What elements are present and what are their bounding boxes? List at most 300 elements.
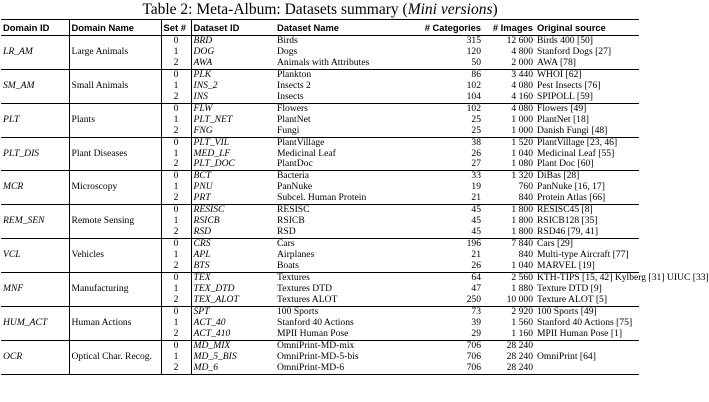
- dataset-id-cell: BRD: [191, 36, 275, 47]
- citation-ref: 78: [563, 56, 573, 68]
- citation-ref: 18: [576, 113, 586, 125]
- original-source-name: Stanford Dogs: [537, 45, 593, 57]
- table-row: [1, 126, 639, 137]
- domain-id-cell: PLT_DIS: [1, 149, 69, 160]
- dataset-id-cell: RSD: [193, 226, 212, 238]
- categories-cell: 73: [403, 306, 483, 317]
- citation-ref: 35: [584, 215, 595, 227]
- domain-id-cell: [1, 159, 69, 170]
- categories-cell: 33: [403, 171, 483, 182]
- dataset-id-cell: ACT_410: [193, 327, 231, 339]
- citation-ref: 1: [614, 327, 619, 339]
- set-number-cell: 1: [161, 318, 191, 329]
- dataset-name-cell: Textures: [275, 273, 403, 284]
- dataset-id-cell: BTS: [193, 260, 210, 272]
- domain-name-cell: [69, 58, 161, 69]
- original-source-cell: MPII Human Pose [1]: [537, 327, 623, 339]
- categories-cell: 25: [471, 113, 481, 125]
- citation-ref: 19: [581, 260, 592, 272]
- categories-cell: 21: [471, 192, 481, 204]
- categories-cell: 706: [403, 340, 483, 351]
- table-row: [1, 352, 639, 363]
- dataset-name-cell: Cars: [275, 239, 403, 250]
- images-cell: 1 320: [483, 171, 535, 182]
- original-source-cell: RSICB128 [35]: [537, 215, 598, 227]
- header-row: [1, 20, 639, 36]
- domain-id-cell: MNF: [1, 284, 69, 295]
- dataset-name-cell: OmniPrint-MD-5-bis: [277, 350, 359, 362]
- header-set-number: Set #: [161, 20, 191, 36]
- original-source-cell: Plant Doc [60]: [537, 158, 594, 170]
- domain-id-cell: LR_AM: [1, 47, 69, 58]
- original-source-name: MPII Human Pose: [537, 327, 609, 339]
- dataset-id-cell: MD_6: [191, 363, 275, 374]
- set-number-cell: 0: [161, 239, 191, 250]
- domain-name-cell: [69, 103, 161, 114]
- original-source-name: Plant Doc: [537, 158, 576, 170]
- categories-cell: 25: [471, 124, 481, 136]
- domain-id-cell: [1, 103, 69, 114]
- set-number-cell: 1: [161, 250, 191, 261]
- original-source-cell: PanNuke [16, 17]: [537, 181, 605, 193]
- citation-ref: 49: [583, 305, 594, 317]
- domain-name-cell: [69, 159, 161, 170]
- images-cell: 28 240: [483, 340, 535, 351]
- dataset-name-cell: RSD: [277, 226, 296, 238]
- set-number-cell: 1: [161, 115, 191, 126]
- images-cell: 1 800: [483, 205, 535, 216]
- dataset-id-cell: PLK: [191, 69, 275, 80]
- images-cell: 4 080: [511, 79, 533, 91]
- categories-cell: 196: [403, 239, 483, 250]
- dataset-name-cell: Fungi: [277, 124, 300, 136]
- citation-ref: 66: [592, 192, 603, 204]
- domain-name-cell: [69, 137, 161, 148]
- dataset-id-cell: RESISC: [191, 205, 275, 216]
- header-dataset-name: Dataset Name: [275, 20, 403, 36]
- original-source-name: PanNuke: [537, 181, 573, 193]
- domain-name-cell: [69, 329, 161, 340]
- original-source-cell: AWA [78]: [537, 56, 576, 68]
- original-source-name: MARVEL: [537, 260, 577, 272]
- images-cell: 1 000: [511, 113, 533, 125]
- original-source-name: Danish Fungi: [537, 124, 589, 136]
- dataset-name-cell: RESISC: [275, 205, 403, 216]
- dataset-name-cell: Textures DTD: [277, 282, 333, 294]
- citation-ref: 16, 17: [577, 181, 602, 193]
- original-source-name: 100 Sports: [537, 305, 579, 317]
- original-source-cell: Pest Insects [76]: [537, 79, 601, 91]
- domain-id-cell: MCR: [1, 182, 69, 193]
- original-source-name: Flowers: [537, 102, 568, 114]
- dataset-id-cell: TEX: [191, 273, 275, 284]
- domain-id-cell: [1, 92, 69, 103]
- images-cell: 1 000: [511, 124, 533, 136]
- set-number-cell: 0: [161, 36, 191, 47]
- table-row: [1, 58, 639, 69]
- set-number-cell: 0: [161, 171, 191, 182]
- original-source-cell: Cars [29]: [535, 239, 639, 250]
- original-source-name: Birds 400: [537, 35, 575, 46]
- citation-ref: 48: [594, 124, 605, 136]
- categories-cell: 19: [471, 181, 481, 193]
- domain-name-cell: [69, 363, 161, 374]
- domain-id-cell: [1, 193, 69, 204]
- original-source-cell: DiBas [28]: [535, 171, 639, 182]
- header-domain-id: Domain ID: [1, 20, 69, 36]
- header-original-source: Original source: [535, 20, 639, 36]
- citation-ref: 49: [573, 102, 584, 114]
- dataset-id-cell: BCT: [191, 171, 275, 182]
- dataset-name-cell: Birds: [275, 36, 403, 47]
- images-cell: 4 080: [483, 103, 535, 114]
- domain-id-cell: [1, 261, 69, 272]
- domain-name-cell: Plants: [69, 115, 161, 126]
- categories-cell: 26: [471, 260, 481, 272]
- dataset-id-cell: PLT_VIL: [191, 137, 275, 148]
- set-number-cell: 2: [161, 58, 191, 69]
- categories-cell: 102: [403, 103, 483, 114]
- set-number-cell: 0: [161, 273, 191, 284]
- original-source-name: Stanford 40 Actions: [537, 316, 614, 328]
- domain-id-cell: [1, 58, 69, 69]
- set-number-cell: 1: [161, 149, 191, 160]
- dataset-name-cell: Flowers: [275, 103, 403, 114]
- dataset-id-cell: DOG: [193, 45, 215, 57]
- categories-cell: 706: [403, 363, 483, 374]
- original-source-cell: Medicinal Leaf [55]: [537, 147, 615, 159]
- original-source-name: SPIPOLL: [537, 90, 575, 102]
- header-dataset-id: Dataset ID: [191, 20, 275, 36]
- images-cell: 1 520: [483, 137, 535, 148]
- set-number-cell: 0: [161, 103, 191, 114]
- original-source-cell: Stanford Dogs [27]: [537, 45, 612, 57]
- set-number-cell: 2: [161, 363, 191, 374]
- header-images: # Images: [483, 20, 535, 36]
- set-number-cell: 2: [161, 193, 191, 204]
- dataset-name-cell: 100 Sports: [275, 306, 403, 317]
- dataset-id-cell: ACT_40: [193, 316, 226, 328]
- images-cell: 1 080: [511, 158, 533, 170]
- table-caption: [0, 0, 640, 20]
- set-number-cell: 1: [161, 284, 191, 295]
- domain-name-cell: Vehicles: [69, 250, 161, 261]
- original-source-name: DiBas: [537, 170, 561, 182]
- categories-cell: 64: [403, 273, 483, 284]
- dataset-id-cell: TEX_ALOT: [193, 293, 239, 305]
- images-cell: 7 840: [483, 239, 535, 250]
- dataset-id-cell: RSICB: [193, 215, 220, 227]
- set-number-cell: 1: [161, 182, 191, 193]
- domain-name-cell: [69, 126, 161, 137]
- dataset-name-cell: Plankton: [275, 69, 403, 80]
- dataset-id-cell: MED_LF: [193, 147, 231, 159]
- citation-ref: 15, 42: [585, 272, 610, 284]
- set-number-cell: 1: [161, 47, 191, 58]
- domain-id-cell: VCL: [1, 250, 69, 261]
- original-source-cell: Texture DTD [9]: [537, 282, 602, 294]
- dataset-id-cell: INS: [193, 90, 208, 102]
- set-number-cell: 0: [161, 340, 191, 351]
- caption-suffix: ): [492, 1, 498, 18]
- original-source-name: Kylberg: [614, 272, 647, 284]
- images-cell: 1 560: [511, 316, 533, 328]
- domain-name-cell: Microscopy: [69, 182, 161, 193]
- categories-cell: 27: [471, 158, 481, 170]
- table-row: [1, 329, 639, 340]
- dataset-id-cell: INS_2: [193, 79, 218, 91]
- domain-name-cell: Optical Char. Recog.: [69, 352, 161, 363]
- original-source-cell: Multi-type Aircraft [77]: [537, 249, 629, 261]
- domain-id-cell: HUM_ACT: [1, 318, 69, 329]
- domain-name-cell: [69, 193, 161, 204]
- citation-ref: 27: [598, 45, 608, 57]
- table-row: [1, 193, 639, 204]
- citation-ref: 77: [615, 249, 626, 261]
- original-source-name: Medicinal Leaf: [537, 147, 596, 159]
- citation-ref: 33: [695, 272, 706, 284]
- images-cell: 28 240: [506, 350, 533, 362]
- original-source-name: AWA: [537, 56, 558, 68]
- dataset-id-cell: PRT: [193, 192, 211, 204]
- dataset-name-cell: Animals with Attributes: [277, 56, 370, 68]
- original-source-name: Cars: [537, 238, 555, 250]
- original-source-cell: OmniPrint [64]: [537, 350, 596, 362]
- table-row: [1, 295, 639, 306]
- dataset-name-cell: Textures ALOT: [277, 293, 338, 305]
- original-source-cell: PlantVillage [23, 46]: [535, 137, 639, 148]
- citation-ref: 59: [580, 90, 590, 102]
- categories-cell: 45: [403, 205, 483, 216]
- original-source-name: Protein Atlas: [537, 192, 587, 204]
- set-number-cell: 2: [161, 92, 191, 103]
- table-row: [1, 363, 639, 374]
- caption-italic: Mini versions: [407, 1, 493, 18]
- original-source-name: Texture ALOT: [537, 293, 594, 305]
- categories-cell: 86: [403, 69, 483, 80]
- original-source-cell: Flowers [49]: [535, 103, 639, 114]
- images-cell: 1 160: [511, 327, 533, 339]
- original-source-name: OmniPrint: [537, 350, 578, 362]
- original-source-cell: KTH-TIPS [15, 42] Kylberg [31] UIUC [33]: [537, 272, 709, 284]
- original-source-name: Texture DTD: [537, 282, 589, 294]
- citation-ref: 5: [599, 293, 604, 305]
- header-categories: # Categories: [403, 20, 483, 36]
- set-number-cell: 1: [161, 81, 191, 92]
- table-row: [1, 227, 639, 238]
- images-cell: 4 800: [511, 45, 533, 57]
- categories-cell: 47: [471, 282, 481, 294]
- dataset-name-cell: MPII Human Pose: [277, 327, 349, 339]
- set-number-cell: 2: [161, 329, 191, 340]
- images-cell: 2 920: [483, 306, 535, 317]
- images-cell: 840: [518, 192, 533, 204]
- table-row: [1, 261, 639, 272]
- table-body: [1, 35, 709, 375]
- dataset-id-cell: AWA: [193, 56, 213, 68]
- domain-name-cell: Remote Sensing: [69, 216, 161, 227]
- original-source-name: RSD46: [537, 226, 566, 238]
- original-source-cell: PlantNet [18]: [537, 113, 589, 125]
- dataset-name-cell: Medicinal Leaf: [277, 147, 336, 159]
- domain-id-cell: REM_SEN: [1, 216, 69, 227]
- domain-id-cell: [1, 227, 69, 238]
- categories-cell: 250: [466, 293, 481, 305]
- categories-cell: 315: [403, 36, 483, 47]
- original-source-name: WHOI: [537, 68, 564, 80]
- original-source-cell: WHOI [62]: [535, 69, 639, 80]
- domain-id-cell: PLT: [1, 115, 69, 126]
- citation-ref: 76: [587, 79, 598, 91]
- caption-prefix: Table 2: Meta-Album: Datasets summary (: [142, 1, 408, 18]
- images-cell: 840: [518, 249, 533, 261]
- dataset-name-cell: Insects 2: [277, 79, 311, 91]
- datasets-summary-table: [1, 19, 709, 375]
- citation-ref: 50: [580, 35, 590, 46]
- dataset-name-cell: Dogs: [277, 45, 298, 57]
- dataset-id-cell: MD_5_BIS: [193, 350, 237, 362]
- set-number-cell: 1: [161, 216, 191, 227]
- original-source-name: PlantVillage: [537, 136, 585, 148]
- original-source-name: RSICB128: [537, 215, 580, 227]
- domain-name-cell: [69, 227, 161, 238]
- original-source-name: PlantNet: [537, 113, 571, 125]
- original-source-cell: Birds 400 [50]: [535, 36, 639, 47]
- dataset-id-cell: MD_MIX: [191, 340, 275, 351]
- citation-ref: 55: [601, 147, 612, 159]
- domain-name-cell: [69, 92, 161, 103]
- images-cell: 3 440: [483, 69, 535, 80]
- citation-ref: 29: [560, 238, 570, 250]
- original-source-name: Multi-type Aircraft: [537, 249, 611, 261]
- categories-cell: 706: [466, 350, 481, 362]
- images-cell: 1 040: [511, 260, 533, 272]
- categories-cell: 29: [471, 327, 481, 339]
- dataset-id-cell: SPT: [191, 306, 275, 317]
- domain-name-cell: Large Animals: [69, 47, 161, 58]
- set-number-cell: 0: [161, 306, 191, 317]
- set-number-cell: 2: [161, 126, 191, 137]
- set-number-cell: 1: [161, 352, 191, 363]
- citation-ref: 60: [580, 158, 591, 170]
- citation-ref: 79, 41: [570, 226, 595, 238]
- citation-ref: 64: [583, 350, 593, 362]
- set-number-cell: 0: [161, 69, 191, 80]
- images-cell: 12 600: [483, 36, 535, 47]
- dataset-id-cell: PNU: [193, 181, 213, 193]
- original-source-cell: Danish Fungi [48]: [537, 124, 608, 136]
- domain-name-cell: Small Animals: [69, 81, 161, 92]
- set-number-cell: 2: [161, 159, 191, 170]
- domain-id-cell: OCR: [1, 352, 69, 363]
- images-cell: 760: [518, 181, 533, 193]
- domain-id-cell: SM_AM: [1, 81, 69, 92]
- dataset-name-cell: Bacteria: [275, 171, 403, 182]
- original-source-cell: 100 Sports [49]: [535, 306, 639, 317]
- dataset-name-cell: PanNuke: [277, 181, 313, 193]
- categories-cell: 120: [466, 45, 481, 57]
- original-source-cell: SPIPOLL [59]: [537, 90, 593, 102]
- images-cell: 1 040: [511, 147, 533, 159]
- dataset-name-cell: PlantNet: [277, 113, 311, 125]
- citation-ref: 75: [619, 316, 629, 328]
- domain-name-cell: [69, 340, 161, 351]
- categories-cell: 26: [471, 147, 481, 159]
- set-number-cell: 0: [161, 205, 191, 216]
- images-cell: 4 160: [511, 90, 533, 102]
- dataset-id-cell: TEX_DTD: [193, 282, 235, 294]
- dataset-name-cell: Stanford 40 Actions: [277, 316, 354, 328]
- citation-ref: 8: [584, 204, 590, 216]
- original-source-cell: RESISC45 [8]: [535, 205, 639, 216]
- domain-id-cell: [1, 126, 69, 137]
- images-cell: 10 000: [506, 293, 533, 305]
- dataset-id-cell: CRS: [191, 239, 275, 250]
- domain-id-cell: [1, 137, 69, 148]
- citation-ref: 62: [568, 68, 579, 80]
- table-row: [1, 159, 639, 170]
- original-source-name: UIUC: [666, 272, 691, 284]
- header-domain-name: Domain Name: [69, 20, 161, 36]
- domain-id-cell: [1, 329, 69, 340]
- original-source-name: Pest Insects: [537, 79, 583, 91]
- images-cell: 2 560: [483, 273, 535, 284]
- dataset-id-cell: PLT_NET: [193, 113, 233, 125]
- dataset-name-cell: Airplanes: [277, 249, 315, 261]
- original-source-cell: Texture ALOT [5]: [537, 293, 608, 305]
- images-cell: 1 800: [511, 226, 533, 238]
- images-cell: 1 800: [511, 215, 533, 227]
- categories-cell: 50: [471, 56, 481, 68]
- categories-cell: 45: [471, 215, 481, 227]
- dataset-name-cell: Subcel. Human Protein: [277, 192, 367, 204]
- dataset-id-cell: FLW: [191, 103, 275, 114]
- set-number-cell: 2: [161, 227, 191, 238]
- citation-ref: 9: [593, 282, 599, 294]
- dataset-name-cell: RSICB: [277, 215, 305, 227]
- domain-id-cell: [1, 363, 69, 374]
- dataset-id-cell: FNG: [193, 124, 213, 136]
- original-source-cell: RSD46 [79, 41]: [537, 226, 599, 238]
- dataset-id-cell: PLT_DOC: [193, 158, 235, 170]
- citation-ref: 28: [566, 170, 577, 182]
- domain-id-cell: [1, 340, 69, 351]
- citation-ref: 23, 46: [589, 136, 614, 148]
- categories-cell: 21: [471, 249, 481, 261]
- original-source-cell: Stanford 40 Actions [75]: [537, 316, 633, 328]
- dataset-name-cell: OmniPrint-MD-mix: [275, 340, 403, 351]
- dataset-name-cell: PlantDoc: [277, 158, 313, 170]
- images-cell: 28 240: [483, 363, 535, 374]
- dataset-name-cell: Insects: [277, 90, 304, 102]
- categories-cell: 45: [471, 226, 481, 238]
- images-cell: 1 880: [511, 282, 533, 294]
- original-source-name: KTH-TIPS: [537, 272, 580, 284]
- original-source-name: RESISC45: [537, 204, 580, 216]
- dataset-name-cell: Boats: [277, 260, 299, 272]
- categories-cell: 38: [403, 137, 483, 148]
- original-source-cell: MARVEL [19]: [537, 260, 595, 272]
- set-number-cell: 0: [161, 137, 191, 148]
- domain-name-cell: [69, 295, 161, 306]
- citation-ref: 31: [651, 272, 662, 284]
- categories-cell: 39: [471, 316, 481, 328]
- set-number-cell: 2: [161, 261, 191, 272]
- domain-name-cell: [69, 261, 161, 272]
- domain-id-cell: [1, 295, 69, 306]
- table-row: [1, 92, 639, 103]
- original-source-cell: [535, 363, 639, 374]
